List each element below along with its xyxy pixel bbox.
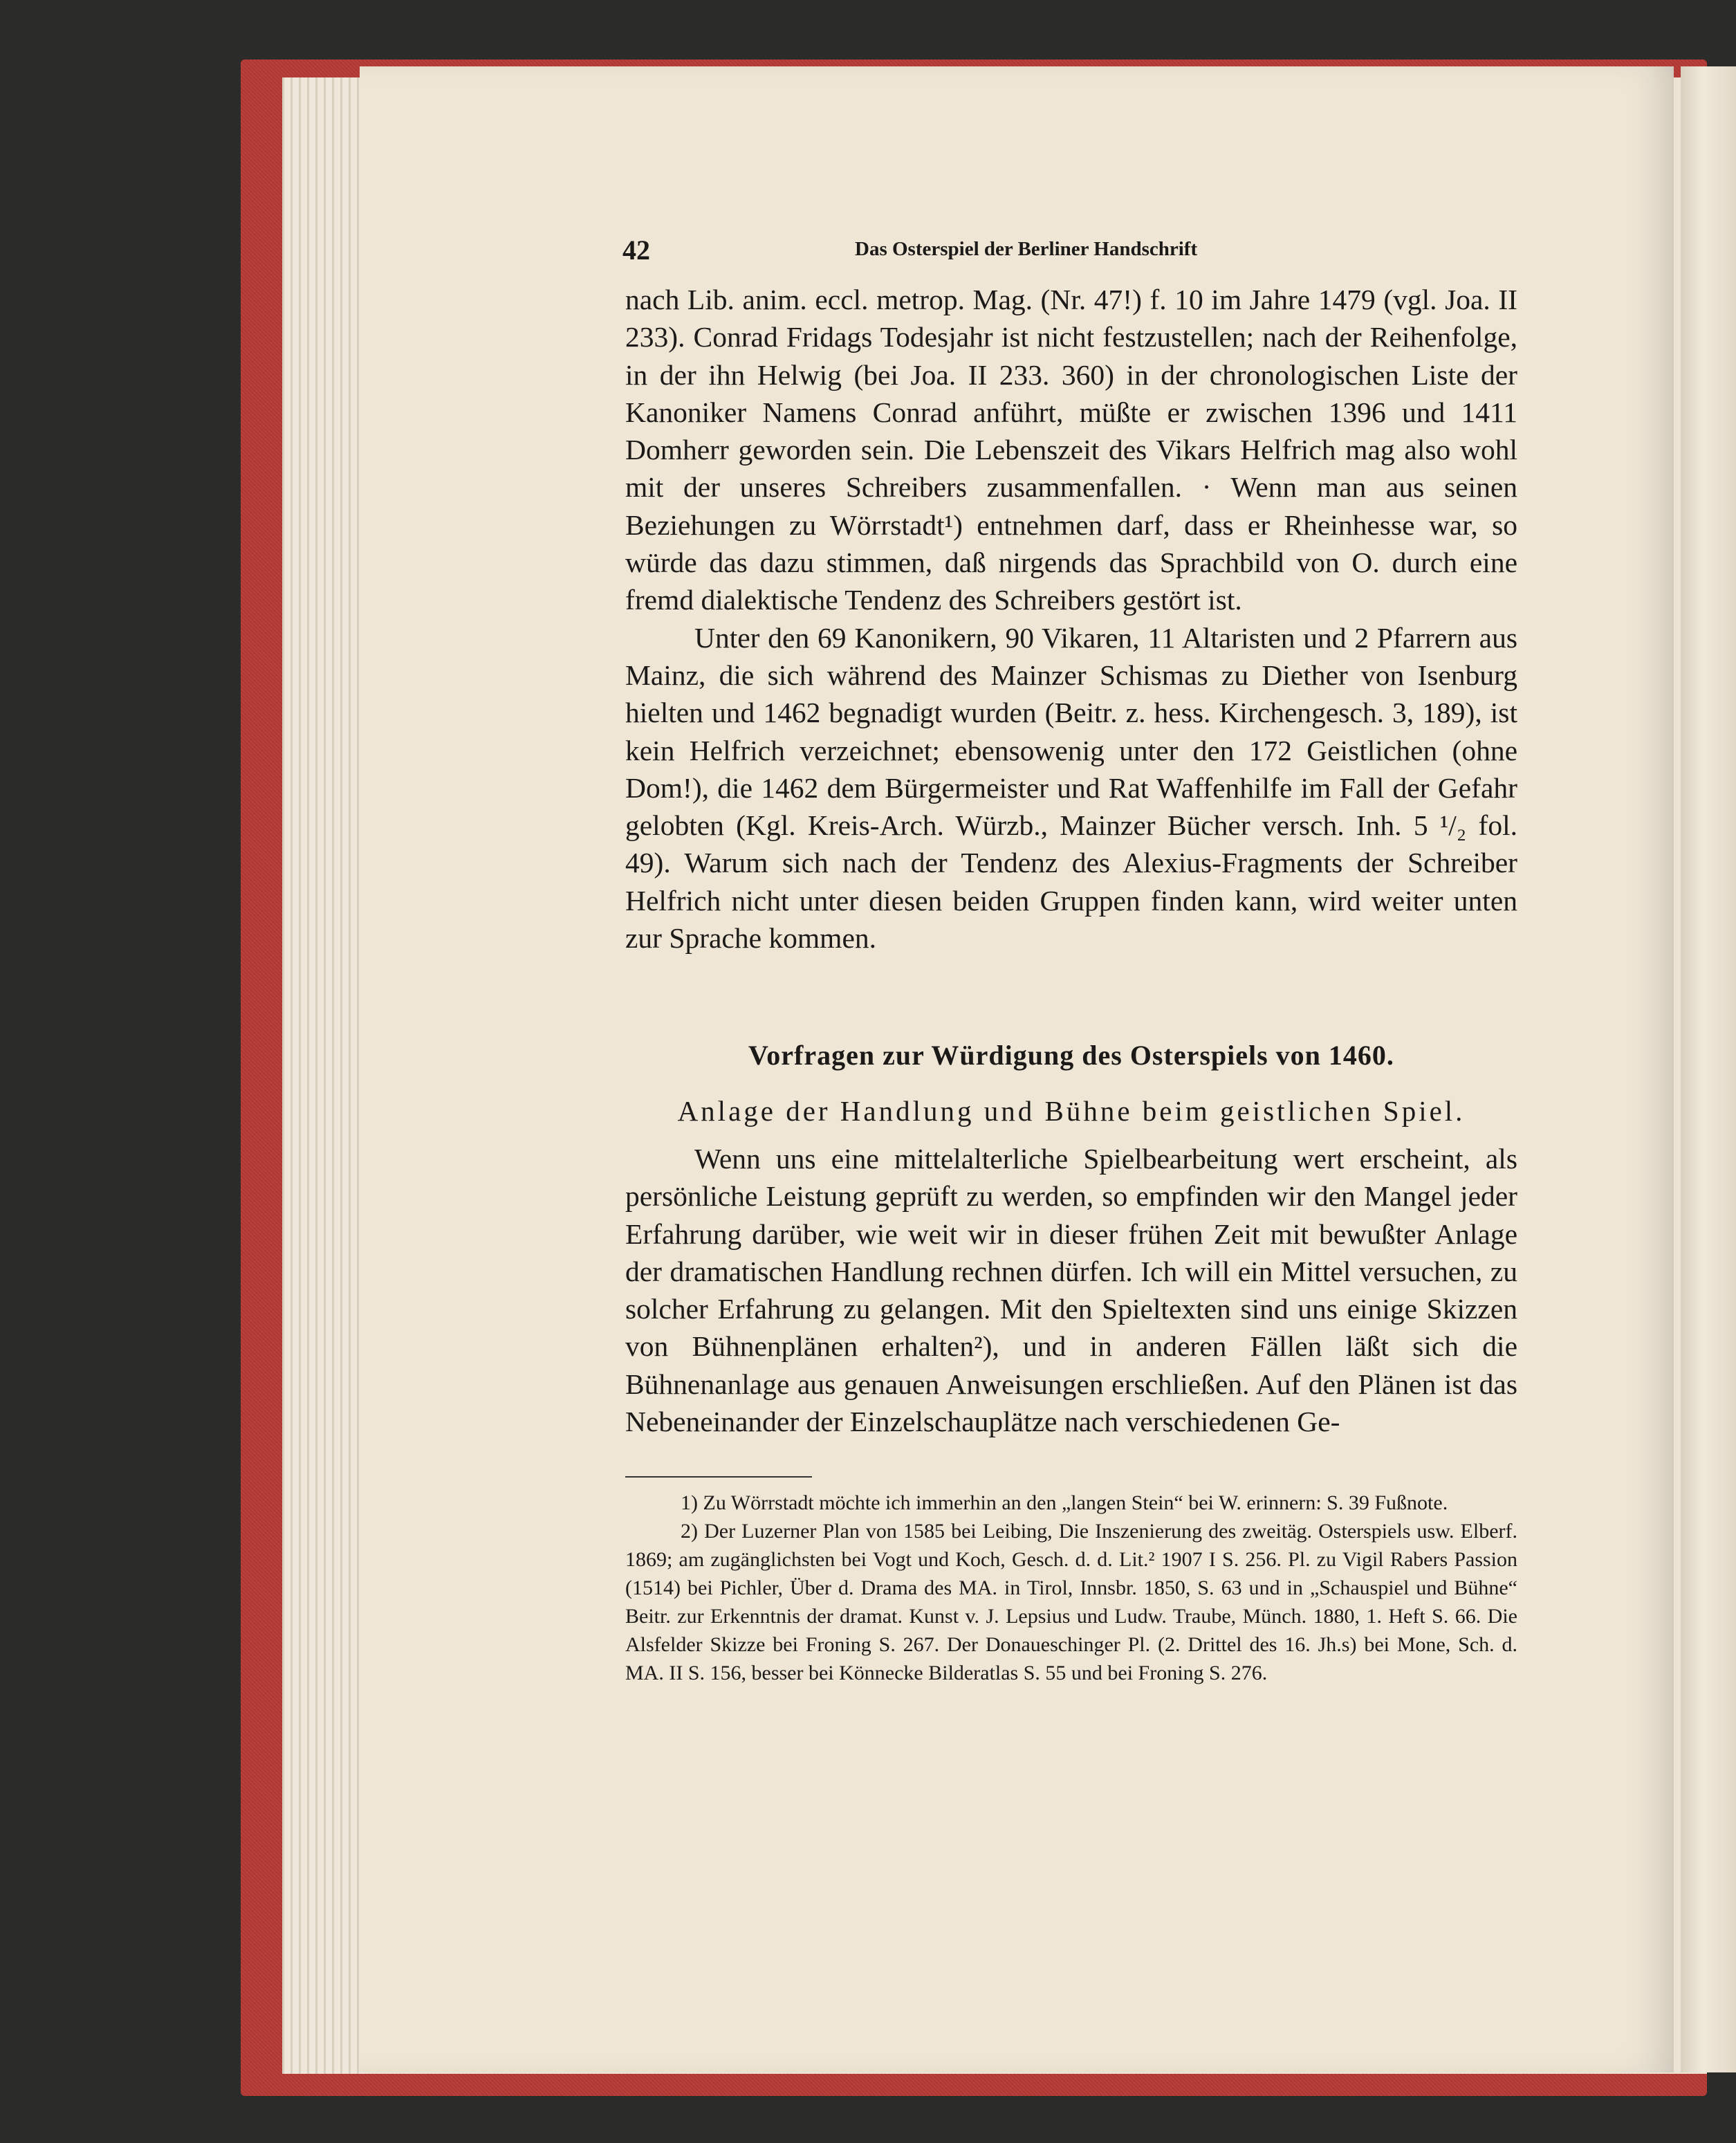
page-edges	[282, 77, 365, 2074]
footnote: 1) Zu Wörrstadt möchte ich immerhin an den „langen Stein“ bei W. erinnern: S. 39 Fußnote.	[681, 1491, 1448, 1514]
paragraph: Wenn uns eine mittelalterliche Spielbearbeitung wert erscheint, als persönliche Leistung geprüft zu werden, so empfinden wir den Mangel jeder Erfahrung darüber, wie weit wir in dieser frühen Zeit mit bewußter Anlage der dramatischen Handlung rechnen dürfen. Ich will ein Mittel versuchen, zu solcher Erfahrung zu gelangen. Mit den Spieltexten sind uns einige Skizzen von Bühnenplänen erhalten²), und in anderen Fällen läßt sich die Bühnenanlage aus genauen Anweisungen erschließen. Auf den Plänen ist das Nebeneinander der Einzelschauplätze nach verschiedenen Ge-	[625, 1143, 1517, 1438]
main-text	[625, 281, 1517, 957]
paragraph: nach Lib. anim. eccl. metrop. Mag. (Nr. 47!) f. 10 im Jahre 1479 (vgl. Joa. II 233). Conrad Fridags Todesjahr ist nicht festzustellen; nach der Reihenfolge, in der ihn Helwig (bei Joa. II 233. 360) in der chronologischen Liste der Kanoniker Namens Conrad anführt, müßte er zwischen 1396 und 1411 Domherr geworden sein. Die Lebenszeit des Vikars Helfrich mag also wohl mit der unseres Schreibers zusammenfallen. · Wenn man aus seinen Beziehungen zu Wörrstadt¹) entnehmen darf, dass er Rheinhesse war, so würde das dazu stimmen, daß nirgends das Sprachbild von O. durch eine fremd dialektische Tendenz des Schreibers gestört ist.	[625, 284, 1517, 616]
page-header	[622, 234, 1522, 275]
section-text	[625, 1140, 1517, 1440]
footnotes	[625, 1489, 1517, 1687]
facing-page-edge	[1681, 66, 1736, 2072]
paragraph: Unter den 69 Kanonikern, 90 Vikaren, 11 Altaristen und 2 Pfarrern aus Mainz, die sich während des Mainzer Schismas zu Diether von Isenburg hielten und 1462 begnadigt wurden (Beitr. z. hess. Kirchengesch. 3, 189), ist kein Helfrich verzeichnet; ebensowenig unter den 172 Geistlichen (ohne Dom!), die 1462 dem Bürgermeister und Rat Waffenhilfe im Fall der Gefahr gelobten (Kgl. Kreis-Arch. Würzb., Mainzer Bücher versch. Inh. 5 ¹/₂ fol. 49). Warum sich nach der Tendenz des Alexius-Fragments der Schreiber Helfrich nicht unter diesen beiden Gruppen finden kann, wird weiter unten zur Sprache kommen.	[625, 621, 1517, 955]
footnote-divider	[625, 1476, 812, 1478]
section-heading: Vorfragen zur Würdigung des Osterspiels von 1460.	[748, 1040, 1394, 1071]
subsection-heading: Anlage der Handlung und Bühne beim geistlichen Spiel.	[677, 1095, 1466, 1127]
footnote: 2) Der Luzerner Plan von 1585 bei Leibing, Die Inszenierung des zweitäg. Osterspiels usw. Elberf. 1869; am zugänglichsten bei Vogt und Koch, Gesch. d. d. Lit.² 1907 I S. 256. Pl. zu Vigil Rabers Passion (1514) bei Pichler, Über d. Drama des MA. in Tirol, Innsbr. 1850, S. 63 und in „Schauspiel und Bühne“ Beitr. zur Erkenntnis der dramat. Kunst v. J. Lepsius und Ludw. Traube, Münch. 1880, 1. Heft S. 66. Die Alsfelder Skizze bei Froning S. 267. Der Donaueschinger Pl. (2. Drittel des 16. Jh.s) bei Mone, Sch. d. MA. II S. 156, besser bei Könnecke Bilderatlas S. 55 und bei Froning S. 276.	[625, 1520, 1517, 1684]
page-number: 42	[622, 234, 650, 266]
running-head: Das Osterspiel der Berliner Handschrift	[855, 238, 1198, 260]
